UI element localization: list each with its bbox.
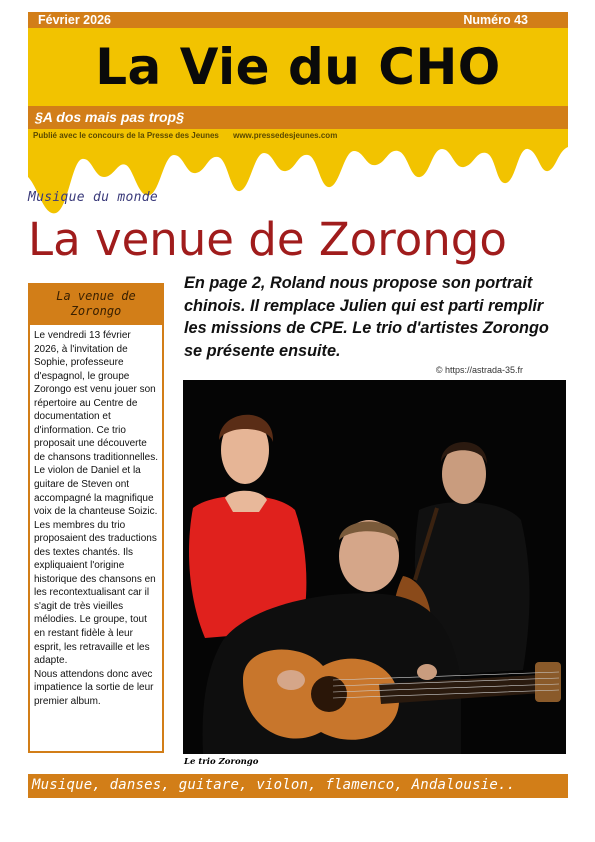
photo-caption: Le trio Zorongo: [184, 757, 259, 767]
sidebar-box: [28, 283, 164, 753]
slogan-bar: [28, 106, 568, 130]
section-label: Musique du monde: [28, 190, 159, 205]
slogan: §A dos mais pas trop§: [35, 109, 184, 125]
published-with: Publié avec le concours de la Presse des Jeunes: [33, 131, 219, 140]
sidebar-text: Le vendredi 13 février 2026, à l'invitation de Sophie, professeure d'espagnol, le groupe Zorongo est venu jouer son répertoire au Centre de documentation et d'information. Ce trio proposait une découverte de chansons traditionnelles. Le violon de Daniel et la guitare de Steven ont accompagné la magnifique voix de la chanteuse Soizic. Les membres du trio proposaient des traductions des textes chantés. Ils expliquaient l'origine historique des chansons en les recontextualisant car il s'agit de très vieilles mélodies. Le groupe, tout en restant fidèle à leur esprit, les retravaille et les adapte. Nous attendons donc avec impatience la sortie de leur premier album.: [34, 330, 158, 707]
masthead: [28, 28, 568, 106]
top-bar: [28, 12, 568, 28]
footer-tags: Musique, danses, guitare, violon, flamenco, Andalousie..: [32, 777, 516, 793]
article-headline: La venue de Zorongo: [28, 213, 507, 266]
issue-date: Février 2026: [38, 13, 111, 27]
publication-note: [33, 131, 337, 140]
newspaper-title: La Vie du CHO: [95, 38, 501, 96]
article-lead: En page 2, Roland nous propose son portrait chinois. Il remplace Julien qui est parti remplir les missions de CPE. Le trio d'artistes Zorongo se présente ensuite.: [184, 274, 549, 360]
photo-credit: © https://astrada-35.fr: [435, 365, 523, 375]
sidebar-title: La venue de Zorongo: [30, 285, 162, 325]
website-link[interactable]: www.pressedesjeunes.com: [233, 131, 338, 140]
issue-number: Numéro 43: [463, 13, 528, 27]
honey-drip-decoration: [28, 129, 568, 219]
band-photo: [183, 380, 566, 754]
footer-bar: [28, 774, 568, 798]
